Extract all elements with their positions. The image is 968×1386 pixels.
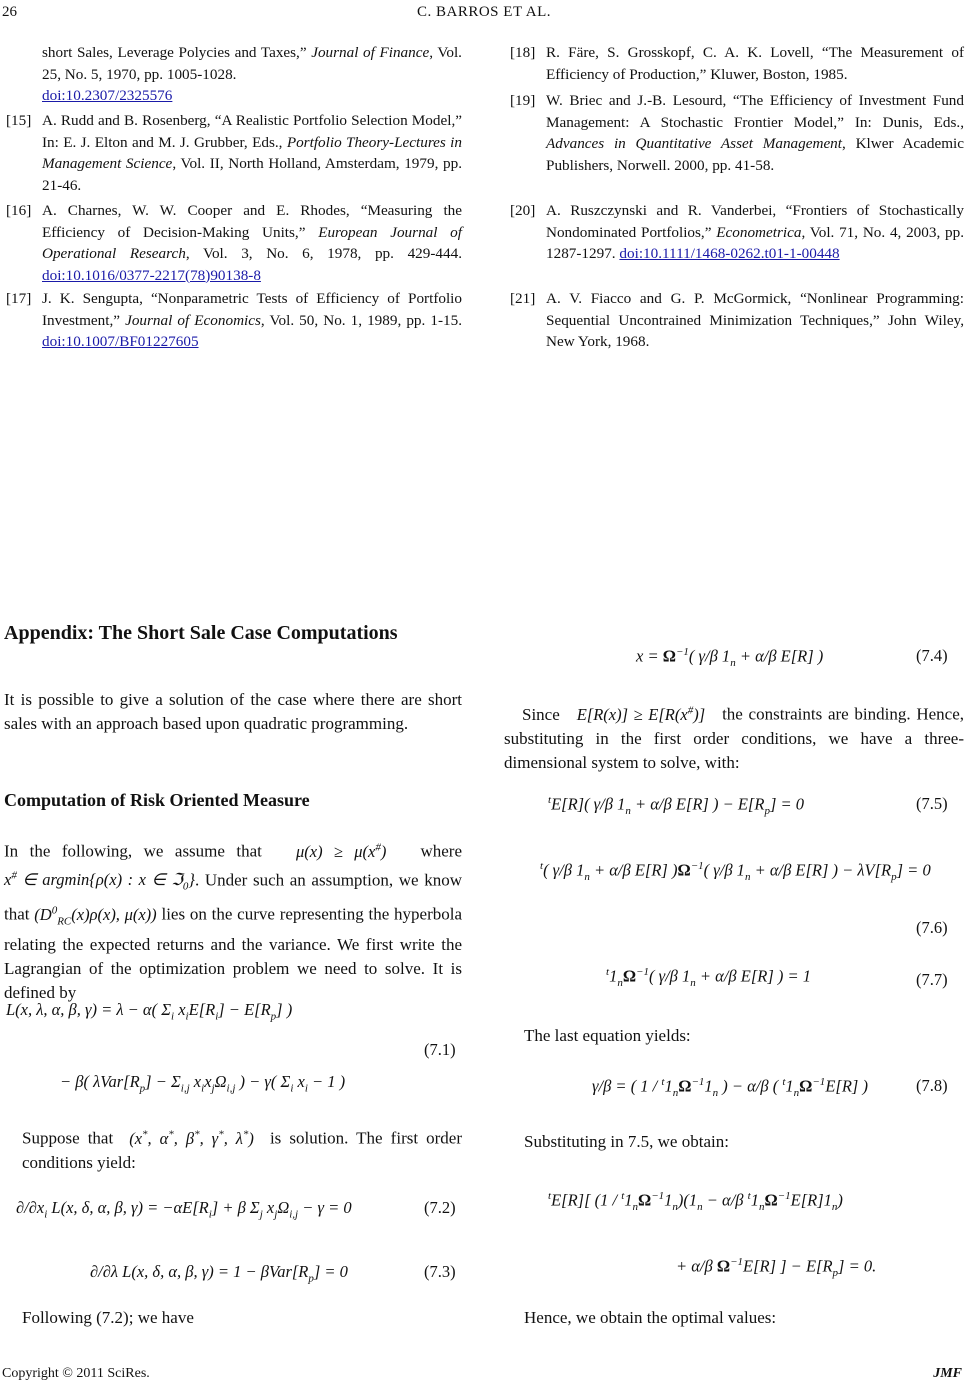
reference-details: , Vol. 71, No. 4, 2003, pp. 1287-1297. xyxy=(546,223,965,262)
reference-authors-title: J. K. Sengupta, “Nonparametric Tests of Efficiency of Portfolio Investment,” xyxy=(42,290,462,329)
equation-7-2: $\partial/\partial x_i$ L(x, δ, α, β, $\gamma) = -\alpha E[R_i] + \beta$ $\Sigma_j$ $x_j\Omega_{i,j} - \gamma = 0$ xyxy=(16,1198,352,1221)
inline-math: x# ∈ argmin{ρ(x) : x ∈ ℑ$_0$} xyxy=(4,869,195,893)
reference-number: [15] xyxy=(6,112,32,129)
reference-item xyxy=(510,42,964,85)
reference-item xyxy=(510,200,965,265)
reference-authors-title: A. V. Fiacco and G. P. McGormick, “Nonlinear Programming: Sequential Uncontrained Minimization Techniques,” John Wiley, New York, 1968. xyxy=(546,290,964,350)
reference-authors-title: A. Ruszczynski and R. Vanderbei, “Frontiers of Stochastically Nondominated Portfolios,” xyxy=(546,202,964,241)
since-paragraph xyxy=(504,698,964,775)
reference-item xyxy=(6,110,462,196)
doi-link[interactable]: doi:10.1007/BF01227605 xyxy=(42,333,199,350)
reference-text xyxy=(42,200,462,286)
doi-link[interactable]: doi:10.1016/0377-2217(78)90138-8 xyxy=(42,266,261,284)
equation-label: (7.4) xyxy=(916,646,948,665)
reference-item xyxy=(510,288,964,353)
reference-details: , Klwer Academic Publishers, Norwell. 2000, pp. 41-58. xyxy=(546,135,964,174)
running-head: C. BARROS ET AL. xyxy=(417,4,551,20)
reference-item xyxy=(6,288,463,353)
assumption-paragraph xyxy=(4,835,462,1005)
reference-number: [19] xyxy=(510,92,536,109)
equation-7-1-line1: L(x, λ, α, β, γ) = λ − α( $\Sigma_i$ $x_iE[R_i] - E[R_p]$ ) xyxy=(6,1000,293,1023)
hence-text: Hence, we obtain the optimal values: xyxy=(524,1308,777,1327)
doi-link[interactable]: doi:10.1111/1468-0262.t01-1-00448 xyxy=(619,245,840,262)
para-text: . Under such an assumption, we know that xyxy=(4,870,462,924)
reference-details: , Vol. II, North Holland, Amsterdam, 1979, pp. 21-46. xyxy=(42,155,462,194)
page-number: 26 xyxy=(2,4,17,20)
appendix-title: Appendix: The Short Sale Case Computations xyxy=(4,622,398,644)
equation-7-1-line2: − β( $\lambda Var[R_p] - \Sigma_{i,j}$ $x_ix_j\Omega_{i,j}$ ) − γ( $\Sigma_i$ $x_i - 1$ ) xyxy=(60,1072,346,1095)
reference-text xyxy=(42,110,462,196)
reference-text xyxy=(546,288,964,353)
equation-label: (7.5) xyxy=(916,794,948,813)
reference-journal: Econometrica xyxy=(716,223,802,241)
reference-details: , Vol. 3, No. 6, 1978, pp. 429-444. xyxy=(185,245,462,262)
equation-7-8: γ/β = ( $1 / ^t1_n\Omega^{-1}1_n$ ) − α/β ( $^t1_n\Omega^{-1}E[R]$ ) xyxy=(592,1076,868,1099)
para-text: In the following, we assume that xyxy=(4,841,262,861)
inline-math: ($D^0_{RC}(x)\rho(x)$, μ(x)) xyxy=(34,904,157,928)
doi-link[interactable]: doi:10.2307/2325576 xyxy=(42,87,173,104)
reference-text xyxy=(546,90,964,176)
reference-authors-title: R. Färe, S. Grosskopf, C. A. K. Lovell, “The Measurement of Efficiency of Production,” Kluwer, Boston, 1985. xyxy=(546,44,964,83)
para-text: the constraints are binding. Hence, substituting in the first order conditions, we have a three-dimensional system to solve, with: xyxy=(504,704,965,772)
para-text: where xyxy=(420,841,463,861)
reference-details: , Vol. 25, No. 5, 1970, pp. 1005-1028. xyxy=(42,44,462,83)
equation-label: (7.6) xyxy=(916,918,948,937)
para-text: Since xyxy=(522,704,560,724)
equation-7-5: $^t$E[R]( γ/β $1_n + \alpha/\beta$ E[R] ) − $E[R_p] = 0$ xyxy=(548,794,804,817)
reference-number: [21] xyxy=(510,290,536,307)
para-text: lies on the curve representing the hyperbola relating the expected returns and the variance. We first write the Lagrangian of the optimization problem we need to solve. It is defined by xyxy=(4,904,463,1003)
reference-journal: Portfolio Theory-Lectures in Management Science xyxy=(42,133,462,172)
equation-label: (7.8) xyxy=(916,1076,948,1095)
equation-label: (7.3) xyxy=(424,1262,456,1281)
equation-label: (7.1) xyxy=(424,1040,456,1059)
reference-journal: Journal of Economics xyxy=(125,311,261,329)
suppose-paragraph xyxy=(22,1122,462,1175)
reference-number: [17] xyxy=(6,290,32,307)
equation-7-6: $^t$( γ/β $1_n + \alpha/\beta$ E[R] )$\Omega^{-1}$( γ/β $1_n + \alpha/\beta$ E[R] ) − $\lambda V[R_p] = 0$ xyxy=(540,860,931,883)
reference-number: [20] xyxy=(510,202,536,219)
reference-item xyxy=(510,90,964,176)
following-text: Following (7.2); we have xyxy=(22,1308,194,1327)
reference-authors-title: W. Briec and J.-B. Lesourd, “The Efficiency of Investment Fund Management: A Stochastic Frontier Model,” In: Dunis, Eds., xyxy=(546,92,964,131)
inline-math: μ(x) ≥ μ(x#) xyxy=(273,841,410,861)
equation-label: (7.7) xyxy=(916,970,948,989)
substituting-text: Substituting in 7.5, we obtain: xyxy=(524,1132,729,1151)
reference-text xyxy=(546,42,964,85)
appendix-intro: It is possible to give a solution of the case where there are short sales with an approach based upon quadratic programming. xyxy=(4,690,462,733)
reference-text xyxy=(42,288,462,353)
last-equation-text: The last equation yields: xyxy=(524,1026,691,1045)
journal-abbreviation: JMF xyxy=(933,1366,962,1381)
reference-authors-title: A. Charnes, W. W. Cooper and E. Rhodes, “Measuring the Efficiency of Decision-Making Units,” xyxy=(42,202,462,241)
equation-7-7: $^t1_n\Omega^{-1}$( γ/β $1_n + \alpha/\beta$ E[R] ) = 1 xyxy=(606,966,812,989)
substitution-line2: + α/β $\Omega^{-1}E[R]$ ] − $E[R_p] = 0$. xyxy=(676,1256,877,1279)
substitution-line1: $^t$E[R][ $(1 / ^t1_n\Omega^{-1}1_n)(1_n - \alpha/\beta$ $^t1_n\Omega^{-1}E[R]1_n$) xyxy=(548,1190,843,1213)
reference-item xyxy=(6,200,462,286)
inline-math: (x*, α*, β*, γ*, λ*) xyxy=(121,1128,262,1148)
copyright: Copyright © 2011 SciRes. xyxy=(2,1366,150,1381)
reference-journal: Advances in Quantitative Asset Management xyxy=(546,135,843,152)
equation-7-4: $x = \Omega^{-1}$( γ/β $1_n + \alpha/\beta$ E[R] ) xyxy=(636,646,824,669)
equation-label: (7.2) xyxy=(424,1198,456,1217)
reference-text xyxy=(42,42,462,107)
reference-text xyxy=(546,200,964,265)
reference-details: , Vol. 50, No. 1, 1989, pp. 1-15. xyxy=(260,311,463,329)
reference-journal: European Journal of Operational Research xyxy=(42,223,462,262)
reference-item xyxy=(42,42,462,107)
para-text: Suppose that xyxy=(22,1128,114,1148)
reference-authors-title: A. Rudd and B. Rosenberg, “A Realistic Portfolio Selection Model,” In: E. J. Elton and M. J. Grubber, Eds., xyxy=(42,112,462,151)
equation-7-3: ∂/∂λ L(x, δ, α, β, $\gamma) = 1 - \beta Var[R_p] = 0$ xyxy=(90,1262,348,1285)
reference-number: [16] xyxy=(6,202,32,219)
para-text: is solution. The first order conditions yield: xyxy=(22,1128,463,1172)
inline-math: E[R(x)] ≥ E[R(x#)] xyxy=(565,704,717,724)
reference-authors-title: short Sales, Leverage Polycies and Taxes,” xyxy=(42,44,312,61)
subsection-title: Computation of Risk Oriented Measure xyxy=(4,790,310,810)
reference-number: [18] xyxy=(510,44,536,61)
reference-journal: Journal of Finance xyxy=(311,44,430,61)
